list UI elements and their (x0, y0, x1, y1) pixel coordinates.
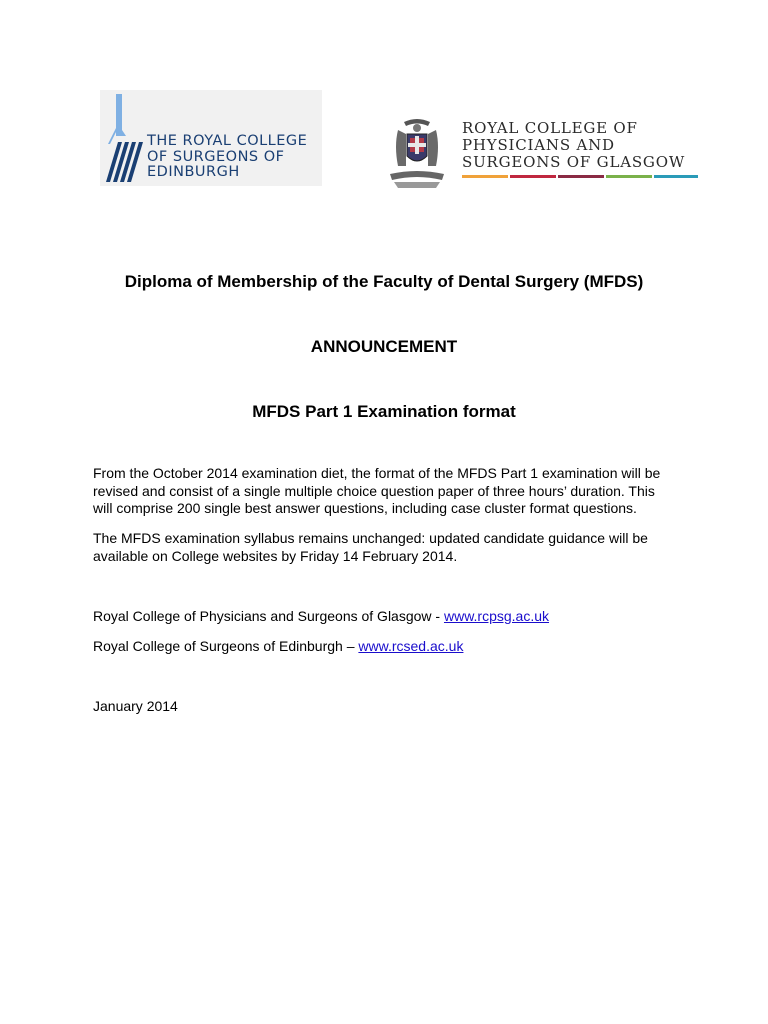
logo-stripe (606, 175, 652, 178)
syllabus-paragraph (93, 530, 693, 565)
document-title: Diploma of Membership of the Faculty of Dental Surgery (MFDS) (124, 272, 644, 291)
rcpsg-logo (384, 116, 704, 192)
rcsed-logo-line3: EDINBURGH (147, 164, 240, 180)
coat-of-arms-icon (384, 116, 450, 192)
rcsed-logo-line1: THE ROYAL COLLEGE (147, 133, 308, 149)
rcsed-emblem-icon (102, 92, 150, 184)
paragraph-line: revised and consist of a single multiple choice question paper of three hours’ duration. This (93, 482, 655, 499)
format-paragraph (93, 465, 693, 518)
logo-stripe (462, 175, 508, 178)
paragraph-line: will comprise 200 single best answer questions, including case cluster format questions. (93, 500, 637, 516)
logo-stripe (558, 175, 604, 178)
logo-stripe (510, 175, 556, 178)
rcpsg-website-line (93, 608, 549, 624)
rcsed-logo-line2: OF SURGEONS OF (147, 148, 285, 165)
rcsed-website-line (93, 638, 463, 654)
announcement-heading: ANNOUNCEMENT (310, 337, 458, 356)
paragraph-line: The MFDS examination syllabus remains unchanged: updated candidate guidance will be (93, 530, 648, 546)
rcpsg-logo-line2: PHYSICIANS AND (462, 136, 615, 154)
rcpsg-logo-line1: ROYAL COLLEGE OF (462, 119, 638, 137)
rcsed-logo (100, 90, 322, 186)
paragraph-line: available on College websites by Friday 14 February 2014. (93, 547, 458, 564)
rcpsg-website-link[interactable]: www.rcpsg.ac.uk (443, 608, 550, 624)
exam-format-heading: MFDS Part 1 Examination format (252, 402, 516, 421)
rcpsg-logo-line3: SURGEONS OF GLASGOW (462, 153, 686, 171)
logo-stripe (654, 175, 698, 178)
rcpsg-label: Royal College of Physicians and Surgeons of Glasgow - (93, 608, 444, 624)
rcsed-website-link[interactable]: www.rcsed.ac.uk (358, 638, 464, 654)
document-date: January 2014 (93, 698, 178, 714)
paragraph-line: From the October 2014 examination diet, the format of the MFDS Part 1 examination will be (93, 465, 661, 481)
rcsed-label: Royal College of Surgeons of Edinburgh – (93, 638, 359, 654)
